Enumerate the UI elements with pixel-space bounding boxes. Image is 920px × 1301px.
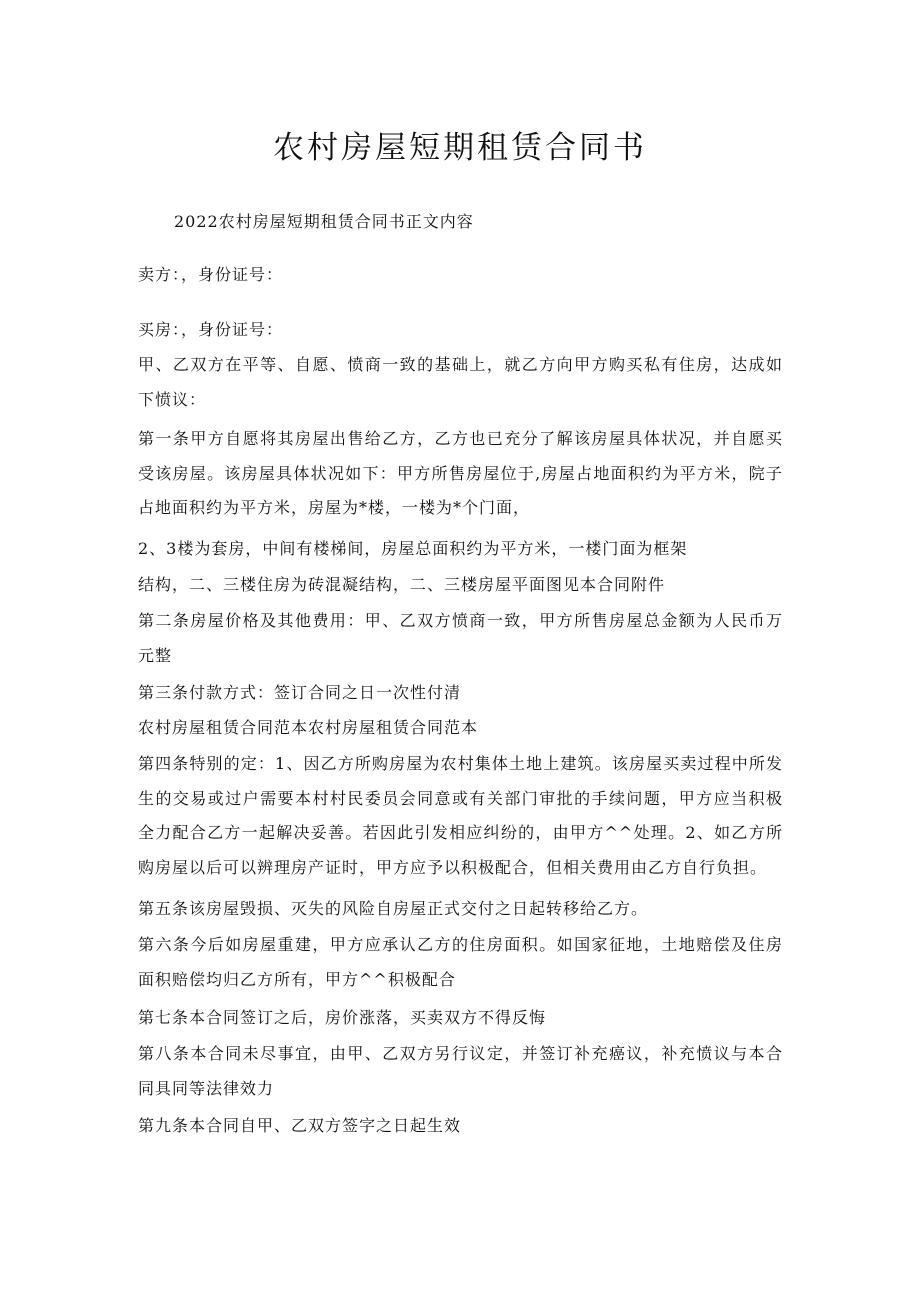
template-note: 农村房屋租赁合同范本农村房屋租赁合同范本 — [138, 718, 479, 737]
article-4: 第四条特别的定：1、因乙方所购房屋为农村集体土地上建筑。该房屋买卖过程中所发生的交易或过户需要本村村民委员会同意或有关部门审批的手续问题，甲方应当积极全力配合乙方一起解决妥善。若因此引发相应纠纷的，由甲方^^处理。2、如乙方所购房屋以后可以辨理房产证时，甲方应予以积极配合，但相关费用由乙方自行负担。 — [138, 754, 783, 877]
article-5: 第五条该房屋毁损、灭失的风险自房屋正式交付之日起转移给乙方。 — [138, 899, 649, 918]
preamble-paragraph: 甲、乙双方在平等、自愿、愤商一致的基础上，就乙方向甲方购买私有住房，达成如下愤议： — [138, 355, 783, 409]
article-3: 第三条付款方式：签订合同之日一次性付清 — [138, 683, 462, 702]
article-7: 第七条本合同签订之后，房价涨落，买卖双方不得反悔 — [138, 1008, 547, 1027]
seller-line: 卖方：，身份证号： — [138, 265, 284, 284]
buyer-line: 买房：，身份证号： — [138, 320, 284, 339]
article-1-structure: 结构，二、三楼住房为砖混凝结构，二、三楼房屋平面图见本合同附件 — [138, 575, 666, 594]
article-1: 第一条甲方自愿将其房屋出售给乙方，乙方也已充分了解该房屋具体状况，并自愿买受该房屋。该房屋具体状况如下：甲方所售房屋位于,房屋占地面积约为平方米，院子占地面积约为平方米，房屋为*楼，一楼为*个门面， — [138, 429, 783, 517]
article-1-continued: 2、3楼为套房，中间有楼梯间，房屋总面积约为平方米，一楼门面为框架 — [138, 539, 688, 558]
article-2: 第二条房屋价格及其他费用：甲、乙双方愤商一致，甲方所售房屋总金额为人民币万元整 — [138, 611, 783, 665]
article-9: 第九条本合同自甲、乙双方签字之日起生效 — [138, 1116, 462, 1135]
article-8: 第八条本合同未尽事宜，由甲、乙双方另行议定，并签订补充癌议，补充愤议与本合同具同等法律效力 — [138, 1044, 783, 1098]
document-subtitle: 2022农村房屋短期租赁合同书正文内容 — [174, 212, 474, 231]
document-title: 农村房屋短期租赁合同书 — [273, 130, 647, 166]
article-6: 第六条今后如房屋重建，甲方应承认乙方的住房面积。如国家征地，土地赔偿及住房面积赔偿均归乙方所有，甲方^^积极配合 — [138, 935, 783, 989]
